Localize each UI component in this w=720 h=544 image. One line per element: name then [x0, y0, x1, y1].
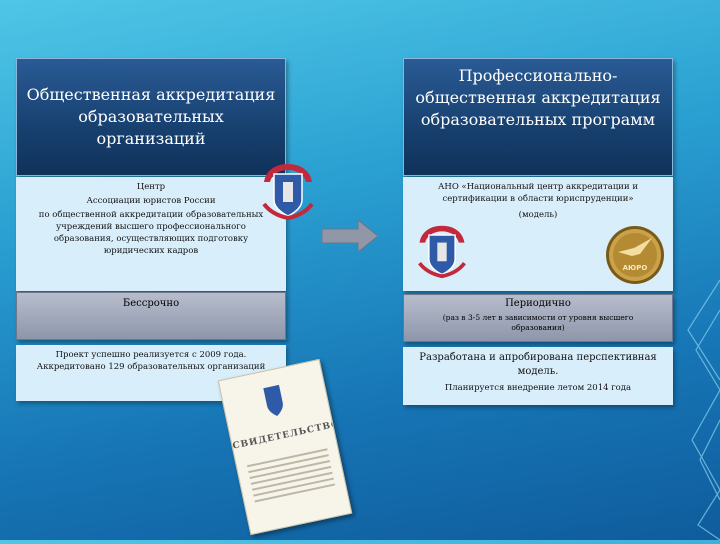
ayuro-logo-icon — [604, 224, 666, 286]
right-header — [403, 58, 673, 176]
right-period-text: Периодично — [505, 298, 571, 309]
certificate-title: СВИДЕТЕЛЬСТВО — [231, 419, 341, 452]
left-period-bar — [16, 292, 286, 340]
left-info-org: Ассоциации юристов России — [86, 196, 216, 206]
right-arrow-icon — [322, 220, 378, 252]
right-info-text: АНО «Национальный центр аккредитации и сертификации в области юриспруденции» — [437, 182, 638, 204]
right-result-line2: Планируется внедрение летом 2014 года — [444, 383, 632, 393]
left-header — [16, 58, 286, 176]
left-info-title: Центр — [136, 182, 166, 192]
right-header-text: Профессионально-общественная аккредитация образовательных программ — [415, 66, 661, 129]
right-model-text: (модель) — [518, 210, 558, 220]
right-period-note: (раз в 3-5 лет в зависимости от уровня высшего образования) — [442, 313, 634, 332]
left-period-text: Бессрочно — [122, 298, 180, 309]
decor-chevrons — [680, 270, 720, 540]
right-emblem-icon — [412, 222, 472, 280]
left-result-line1: Проект успешно реализуется с 2009 года. — [55, 350, 247, 360]
right-result-line1: Разработана и апробирована перспективная модель. — [419, 352, 657, 377]
left-info-desc: по общественной аккредитации образовательных учреждений высшего профессионального образования, осуществляющих подготовку юридических кадров — [38, 210, 264, 256]
left-info-box — [16, 177, 286, 291]
right-period-bar — [403, 294, 673, 342]
left-header-text: Общественная аккредитация образовательных организаций — [26, 85, 276, 148]
right-result-box — [403, 347, 673, 405]
left-result-line2: Аккредитовано 129 образовательных организаций — [36, 362, 266, 372]
certificate-image — [218, 359, 353, 535]
ayuro-logo-text: АЮРО — [622, 264, 648, 272]
left-emblem-icon — [256, 160, 320, 222]
